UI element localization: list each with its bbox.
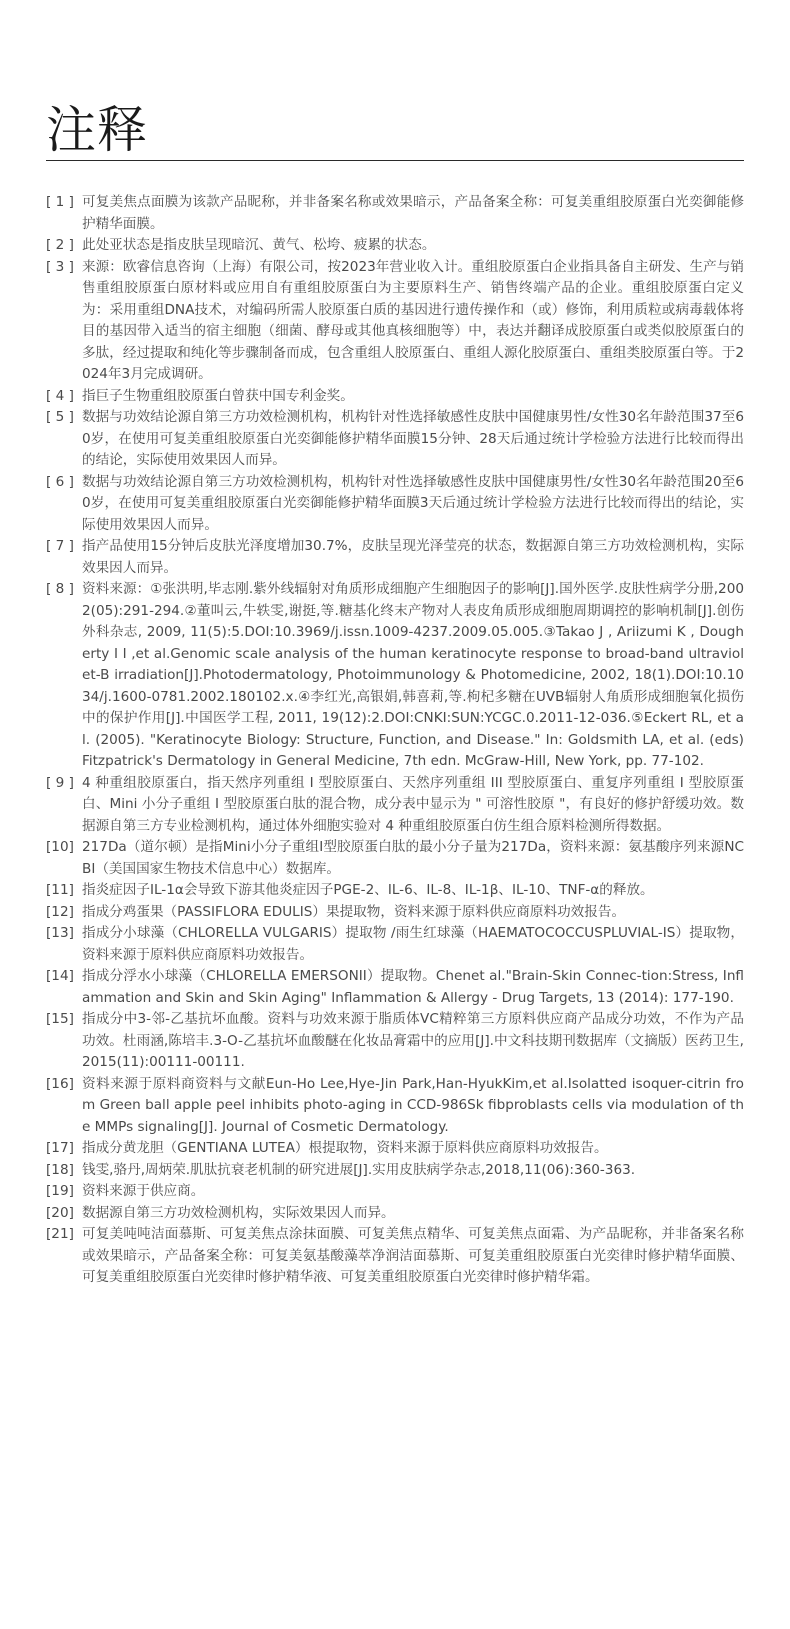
note-text: 指炎症因子IL-1α会导致下游其他炎症因子PGE-2、IL-6、IL-8、IL-1β、IL-10、TNF-α的释放。: [82, 882, 654, 898]
note-item: [46, 192, 744, 235]
note-item: [46, 472, 744, 537]
note-item: [46, 407, 744, 472]
note-number: [ 1 ]: [46, 194, 74, 210]
note-item: [46, 1181, 744, 1203]
note-number: [16]: [46, 1075, 74, 1092]
note-number: [21]: [46, 1226, 74, 1242]
note-text: 此处亚状态是指皮肤呈现暗沉、黄气、松垮、疲累的状态。: [82, 237, 436, 253]
note-text: 来源：欧睿信息咨询（上海）有限公司，按2023年营业收入计。重组胶原蛋白企业指具备自主研发、生产与销售重组胶原蛋白原材料或应用自有重组胶原蛋白为主要原料生产、销售终端产品的企业。重组胶原蛋白定义为：采用重组DNA技术，对编码所需人胶原蛋白质的基因进行遗传操作和（或）修饰，利用质粒或病毒载体将目的基因带入适当的宿主细胞（细菌、酵母或其他真核细胞等）中，表达并翻译成胶原蛋白或类似胶原蛋白的多肽，经过提取和纯化等步骤制备而成，包含重组人胶原蛋白、重组人源化胶原蛋白、重组类胶原蛋白等。于2024年3月完成调研。: [82, 258, 744, 382]
note-text: 指巨子生物重组胶原蛋白曾获中国专利金奖。: [82, 387, 354, 404]
note-number: [12]: [46, 903, 74, 920]
note-number: [20]: [46, 1204, 74, 1221]
note-text: 数据源自第三方功效检测机构，实际效果因人而异。: [82, 1204, 395, 1221]
note-item: [46, 579, 744, 773]
note-text: 指成分中3-邻-乙基抗坏血酸。资料与功效来源于脂质体VC精粹第三方原料供应商产品成分功效，不作为产品功效。杜雨涵,陈培丰.3-O-乙基抗坏血酸醚在化妆品膏霜中的应用[J].中文科技期刊数据库（文摘版）医药卫生, 2015(11):00111-00111.: [82, 1011, 744, 1070]
note-number: [15]: [46, 1011, 74, 1027]
note-number: [10]: [46, 839, 74, 855]
note-number: [ 2 ]: [46, 237, 74, 253]
note-item: [46, 1138, 744, 1160]
note-number: [ 7 ]: [46, 538, 74, 554]
note-item: [46, 773, 744, 838]
note-text: 可复美吨吨洁面慕斯、可复美焦点涂抹面膜、可复美焦点精华、可复美焦点面霜、为产品昵称，并非备案名称或效果暗示，产品备案全称：可复美氨基酸藻萃净润洁面慕斯、可复美重组胶原蛋白光奕律时修护精华面膜、可复美重组胶原蛋白光奕律时修护精华液、可复美重组胶原蛋白光奕律时修护精华霜。: [82, 1226, 744, 1285]
note-number: [ 9 ]: [46, 774, 74, 791]
note-number: [ 8 ]: [46, 581, 74, 597]
note-text: 数据与功效结论源自第三方功效检测机构，机构针对性选择敏感性皮肤中国健康男性/女性30名年龄范围20至60岁，在使用可复美重组胶原蛋白光奕御能修护精华面膜3天后通过统计学检验方法进行比较而得出的结论，实际使用效果因人而异。: [82, 473, 744, 533]
note-number: [14]: [46, 968, 74, 984]
note-number: [11]: [46, 882, 74, 898]
note-item: [46, 1074, 744, 1139]
note-text: 指成分小球藻（CHLORELLA VULGARIS）提取物 /雨生红球藻（HAEMATOCOCCUSPLUVIAL-IS）提取物，资料来源于原料供应商原料功效报告。: [82, 925, 744, 963]
note-text: 指成分黄龙胆（GENTIANA LUTEA）根提取物，资料来源于原料供应商原料功效报告。: [82, 1140, 608, 1156]
note-item: [46, 235, 744, 257]
note-item: [46, 1160, 744, 1182]
note-text: 指成分鸡蛋果（PASSIFLORA EDULIS）果提取物，资料来源于原料供应商原料功效报告。: [82, 903, 626, 920]
note-number: [ 3 ]: [46, 258, 74, 275]
note-text: 4 种重组胶原蛋白，指天然序列重组 I 型胶原蛋白、天然序列重组 III 型胶原蛋白、重复序列重组 I 型胶原蛋白、Mini 小分子重组 I 型胶原蛋白肽的混合物，成分表中显示为 " 可溶性胶原 "，有良好的修护舒缓功效。数据源自第三方专业检测机构，通过体外细胞实验对 4 种重组胶原蛋白仿生组合原料检测所得数据。: [82, 774, 744, 834]
note-text: 钱雯,骆丹,周炳荣.肌肽抗衰老机制的研究进展[J].实用皮肤病学杂志,2018,11(06):360-363.: [82, 1161, 636, 1178]
note-text: 资料来源于供应商。: [82, 1183, 205, 1199]
notes-list: [46, 192, 744, 1289]
note-number: [ 6 ]: [46, 473, 74, 490]
note-item: [46, 923, 744, 966]
note-item: [46, 536, 744, 579]
note-item: [46, 902, 744, 924]
note-number: [17]: [46, 1140, 74, 1156]
note-text: 217Da（道尔顿）是指Mini小分子重组I型胶原蛋白肽的最小分子量为217Da，资料来源：氨基酸序列来源NCBI（美国国家生物技术信息中心）数据库。: [82, 839, 744, 877]
note-item: [46, 880, 744, 902]
note-text: 资料来源：①张洪明,毕志刚.紫外线辐射对角质形成细胞产生细胞因子的影响[J].国外医学.皮肤性病学分册,2002(05):291-294.②董叫云,牛轶雯,谢挺,等.糖基化终末产物对人表皮角质形成细胞周期调控的影响机制[J].创伤外科杂志, 2009, 11(5):5.DOI:10.3969/j.issn.1009-4237.2009.05.005.③Takao J , Ariizumi K , Dougherty I I ,et al.Genomic scale analysis of the human keratinocyte response to broad-band ultraviolet-B irradiation[J].Photodermatology, Photoimmunology & Photomedicine, 2002, 18(1).DOI:10.1034/j.1600-0781.2002.180102.x.④李红光,高银娟,韩喜莉,等.枸杞多糖在UVB辐射人角质形成细胞氧化损伤中的保护作用[J].中国医学工程, 2011, 19(12):2.DOI:CNKI:SUN:YCGC.0.2011-12-036.⑤Eckert RL, et al. (2005). "Keratinocyte Biology: Structure, Function, and Disease." In: Goldsmith LA, et al. (eds) Fitzpatrick's Dermatology in General Medicine, 7th edn. McGraw-Hill, New York, pp. 77-102.: [82, 581, 744, 769]
note-number: [ 4 ]: [46, 387, 74, 404]
note-item: [46, 837, 744, 880]
note-text: 指成分浮水小球藻（CHLORELLA EMERSONII）提取物。Chenet al."Brain-Skin Connec-tion:Stress, Inflammation and Skin and Skin Aging" Inflammation & Allergy - Drug Targets, 13 (2014): 177-190.: [82, 968, 744, 1006]
note-number: [18]: [46, 1161, 74, 1178]
note-item: [46, 1203, 744, 1225]
note-text: 资料来源于原料商资料与文献Eun-Ho Lee,Hye-Jin Park,Han-HyukKim,et al.Isolatted isoquer-citrin from Green ball apple peel inhibits photo-aging in CCD-986Sk fibproblasts cells via modulation of the MMPs signaling[J]. Journal of Cosmetic Dermatology.: [82, 1075, 744, 1135]
note-item: [46, 966, 744, 1009]
note-text: 可复美焦点面膜为该款产品昵称，并非备案名称或效果暗示，产品备案全称：可复美重组胶原蛋白光奕御能修护精华面膜。: [82, 194, 744, 232]
title-divider: [46, 160, 744, 161]
page-title: 注释: [46, 101, 148, 159]
note-item: [46, 1009, 744, 1074]
note-number: [19]: [46, 1183, 74, 1199]
note-text: 数据与功效结论源自第三方功效检测机构，机构针对性选择敏感性皮肤中国健康男性/女性30名年龄范围37至60岁，在使用可复美重组胶原蛋白光奕御能修护精华面膜15分钟、28天后通过统计学检验方法进行比较而得出的结论，实际使用效果因人而异。: [82, 409, 744, 468]
note-text: 指产品使用15分钟后皮肤光泽度增加30.7%，皮肤呈现光泽莹亮的状态，数据源自第三方功效检测机构，实际效果因人而异。: [82, 538, 744, 576]
note-number: [ 5 ]: [46, 409, 74, 425]
note-item: [46, 257, 744, 386]
note-number: [13]: [46, 925, 74, 941]
note-item: [46, 1224, 744, 1289]
note-item: [46, 386, 744, 408]
